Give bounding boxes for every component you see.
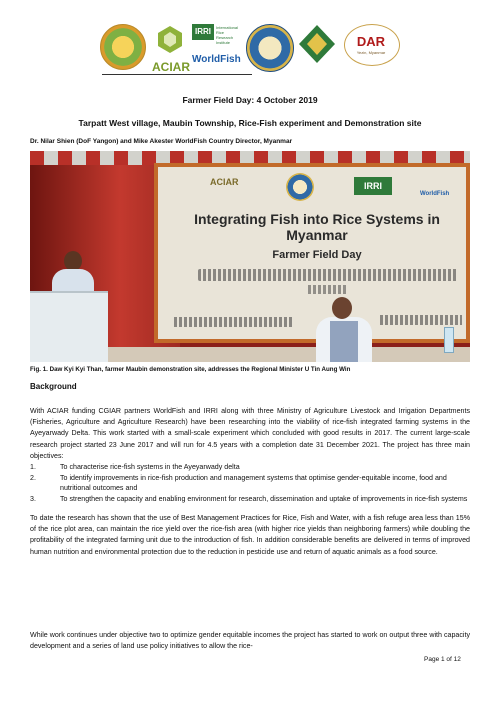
- banner-irri-text: IRRI: [354, 177, 392, 195]
- body-paragraph: While work continues under objective two to optimize gender equitable incomes the project has started to work on output three with capacity development and a series of land use policy initiatives to allow the rice-: [30, 631, 470, 651]
- banner-seal-icon: [286, 173, 314, 201]
- list-item-number: 1.: [30, 463, 36, 471]
- water-bottle: [444, 327, 454, 353]
- dar-logo-text: DAR: [356, 34, 386, 49]
- speaker-figure: [64, 251, 82, 271]
- document-subtitle: Tarpatt West village, Maubin Township, Rice-Fish experiment and Demonstration site: [78, 118, 422, 128]
- dar-logo-subtext: Yezin, Myanmar: [356, 50, 386, 55]
- irri-logo-subtext: International Rice Research Institute: [216, 25, 239, 45]
- list-item-text: To characterise rice-fish systems in the Ayeyarwady delta: [60, 463, 240, 471]
- irri-logo-text: IRRI: [192, 24, 214, 40]
- figure-caption: Fig. 1. Daw Kyi Kyi Than, farmer Maubin demonstration site, addresses the Regional Minister U Tin Aung Win: [30, 366, 351, 373]
- ministry-seal-logo: [246, 24, 294, 72]
- list-item-number: 3.: [30, 494, 36, 503]
- logo-divider: [102, 74, 252, 75]
- aciar-emblem-icon: [152, 24, 188, 54]
- list-item-number: 2.: [30, 473, 36, 482]
- banner-headline: Integrating Fish into Rice Systems in Myanmar: [194, 211, 440, 243]
- banner-burmese-script: [308, 285, 348, 294]
- field-day-photo: [30, 151, 470, 362]
- worldfish-logo-text: WorldFish: [192, 54, 241, 65]
- body-paragraph: To date the research has shown that the use of Best Management Practices for Rice, Fish and Water, with a fish refuge area less than 15% of the rice plot area, can maintain the rice yield over the rice-fish area (with higher rice yields than neighboring farmers) while doubling the profitability of the integrated farming unit due to the introduction of fish. In addition considerable benefits are delivered in terms of improved human nutrition and environmental protection due to the reduction in pesticide use and return of aquatic animals as a food source.: [30, 514, 470, 556]
- diamond-emblem-logo: [298, 24, 336, 64]
- banner-burmese-script: [380, 315, 462, 325]
- dar-logo: [344, 24, 398, 64]
- authors-line: Dr. Nilar Shien (DoF Yangon) and Mike Akester WorldFish Country Director, Myanmar: [30, 138, 293, 145]
- list-item: [30, 473, 470, 494]
- head-table: [108, 347, 470, 362]
- irri-worldfish-logo: [192, 24, 241, 72]
- department-of-fisheries-logo: [100, 24, 146, 70]
- body-paragraph: With ACIAR funding CGIAR partners WorldFish and IRRI along with three Ministry of Agriculture Livestock and Irrigation Departments (Fisheries, Agriculture and Agriculture Research) have been researching into the viability of rice-fish integrated farming systems in the Ayeyarwady Delta. This work started with a small-scale experiment which concluded with good results in 2017. The current large-scale research project started 23 June 2017 and will run for 4.5 years with a completion date 31 December 2021. The project has three main objectives:: [30, 407, 470, 460]
- banner-burmese-script: [174, 317, 294, 327]
- minister-figure: [332, 297, 352, 319]
- banner-burmese-script: [198, 269, 458, 281]
- page-number: Page 1 of 12: [424, 656, 461, 663]
- banner-worldfish-text: WorldFish: [420, 191, 450, 197]
- partner-logos: [100, 24, 400, 76]
- list-item-text: To strengthen the capacity and enabling environment for research, dissemination and uptake of improvements in rice-fish systems: [60, 494, 468, 503]
- aciar-logo-text: ACIAR: [152, 60, 190, 74]
- list-item: [30, 462, 470, 473]
- document-title: Farmer Field Day: 4 October 2019: [182, 95, 318, 105]
- banner-event-name: Farmer Field Day: [272, 249, 362, 261]
- objectives-list: [30, 462, 470, 504]
- list-item: [30, 494, 470, 505]
- podium: [30, 291, 108, 362]
- section-heading: Background: [30, 382, 77, 391]
- diamond-emblem-icon: [298, 24, 336, 64]
- list-item-text: To identify improvements in rice-fish production and management systems that optimise gender-equitable income, food and nutritional outcomes and: [60, 473, 447, 493]
- aciar-logo: [152, 24, 188, 58]
- event-banner: [154, 163, 470, 343]
- banner-aciar-text: ACIAR: [210, 177, 239, 187]
